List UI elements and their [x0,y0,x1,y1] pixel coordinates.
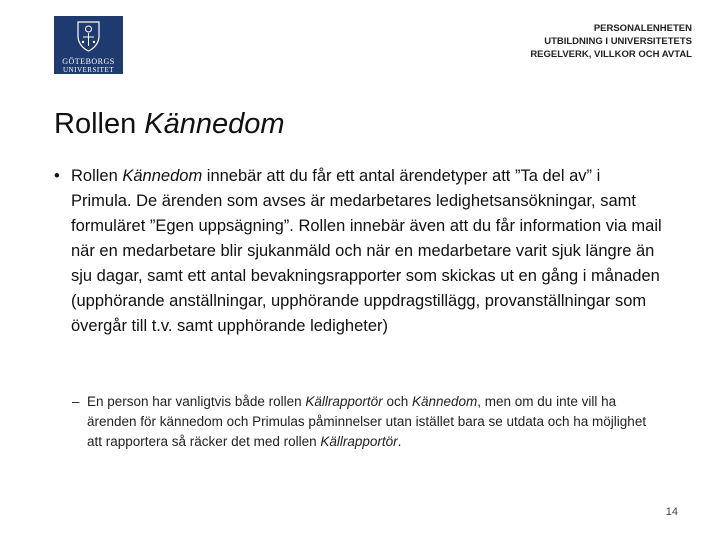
main-bullet [54,164,664,339]
sub-text-4: . [397,434,402,449]
header-department [530,22,692,61]
crest-icon [76,20,101,52]
sub-italic-1: Källrapportör [305,394,383,409]
slide-title [54,108,285,141]
university-logo [54,16,123,74]
sub-text-2: och [382,394,412,409]
page-number: 14 [665,506,678,518]
sub-text-1: En person har vanligtvis både rollen [87,394,306,409]
bullet-text-1: Rollen [71,167,123,185]
sub-bullet [72,392,662,452]
sub-italic-3: Källrapportör [320,434,398,449]
bullet-marker: • [54,167,60,185]
sub-bullet-marker: – [72,394,80,409]
sub-text-3: , men om du inte vill ha ärenden för kännedom och Primulas påminnelser utan istället bara se utdata och ha möjlighet att rapportera så räcker det med rollen [87,394,647,449]
sub-italic-2: Kännedom [411,394,478,409]
header-line-1: PERSONALENHETEN [593,23,692,34]
header-line-3: REGELVERK, VILLKOR OCH AVTAL [530,49,692,60]
header-line-2: UTBILDNING I UNIVERSITETETS [544,36,692,47]
title-plain: Rollen [54,108,145,140]
bullet-italic-1: Kännedom [122,167,203,185]
logo-text-line2: UNIVERSITET [63,66,114,74]
main-bullet-text [71,164,664,339]
logo-text-line1: GÖTEBORGS [62,57,115,66]
bullet-text-2: innebär att du får ett antal ärendetyper att ”Ta del av” i Primula. De ärenden som avses är medarbetares ledighetsansökningar, samt formuläret ”Egen uppsägning”. Rollen innebär även att du får information via mail när en medarbetare blir sjukanmäld och när en medarbetare varit sjuk längre än sju dagar, samt ett antal bevakningsrapporter som skickas ut en gång i månaden (upphörande anställningar, upphörande uppdragstillägg, provanställningar som övergår till t.v. samt upphörande ledigheter) [71,167,662,335]
title-italic: Kännedom [144,108,285,140]
sub-bullet-text [87,392,662,452]
